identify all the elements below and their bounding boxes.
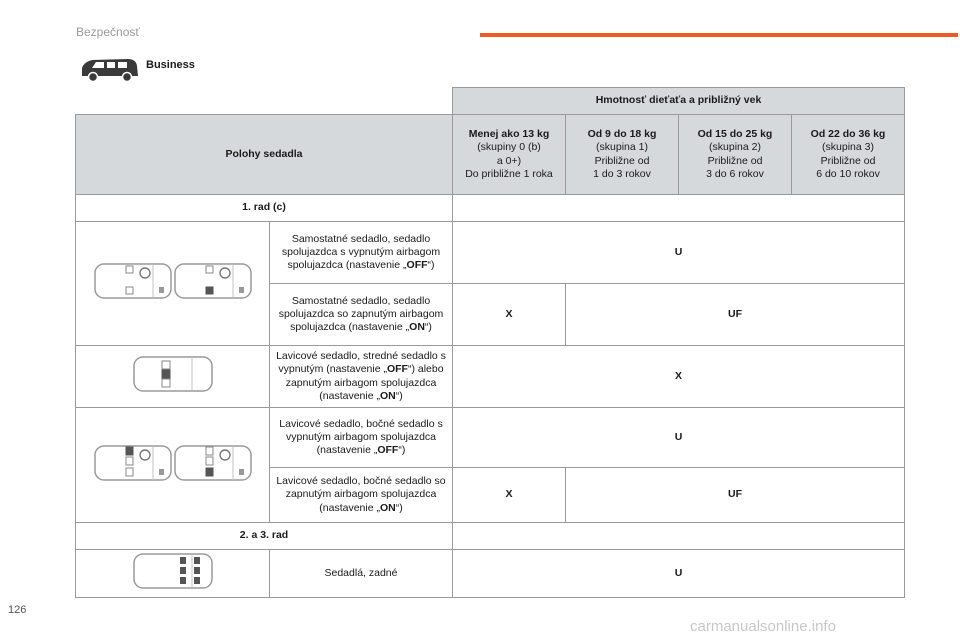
weight-line: Približne od — [707, 154, 763, 167]
empty-cell — [453, 195, 905, 222]
weight-title: Od 15 do 25 kg — [697, 128, 773, 141]
weight-line: (skupiny 0 (b) — [477, 141, 541, 154]
seat-description — [270, 468, 453, 523]
seat-position-header: Polohy sedadla — [76, 115, 453, 195]
weight-group-1 — [566, 115, 679, 195]
seat-description — [270, 408, 453, 468]
empty-cell — [453, 523, 905, 550]
weight-line: 3 do 6 rokov — [706, 167, 764, 180]
desc-setting: ON — [409, 321, 425, 334]
seat-description — [270, 222, 453, 284]
desc-text: “) — [395, 389, 403, 402]
weight-group-3 — [792, 115, 905, 195]
desc-text: Lavicové sedadlo, bočné sedadlo so zapnutým airbagom spolujazdca (nastavenie „ — [276, 475, 446, 514]
desc-text: “) — [427, 259, 435, 272]
desc-text: “) — [395, 501, 403, 514]
seat-description — [270, 284, 453, 346]
desc-text: “) — [424, 321, 432, 334]
weight-group-0 — [453, 115, 566, 195]
suitability-value: UF — [566, 468, 905, 523]
weight-group-2 — [679, 115, 792, 195]
weight-line: (skupina 2) — [709, 141, 761, 154]
desc-setting: OFF — [386, 363, 408, 376]
desc-setting: ON — [379, 501, 396, 514]
car-top-view-icon — [93, 442, 253, 484]
section-accent-bar — [480, 33, 958, 37]
weight-title: Menej ako 13 kg — [468, 128, 550, 141]
weight-line: (skupina 3) — [822, 141, 874, 154]
weight-title: Od 22 do 36 kg — [810, 128, 886, 141]
weight-line: Do približne 1 roka — [465, 167, 553, 180]
suitability-value: U — [453, 550, 905, 598]
weight-line: 1 do 3 rokov — [593, 167, 651, 180]
seat-diagram-cell — [76, 346, 270, 408]
seat-diagram-cell — [76, 408, 270, 523]
suitability-value: X — [453, 346, 905, 408]
weight-line: a 0+) — [496, 154, 522, 167]
seat-diagram-cell — [76, 222, 270, 346]
row-label-second-third-row: 2. a 3. rad — [76, 523, 453, 550]
suitability-value: U — [453, 408, 905, 468]
row-label-first-row: 1. rad (c) — [76, 195, 453, 222]
weight-line: (skupina 1) — [596, 141, 648, 154]
seat-diagram-cell — [76, 550, 270, 598]
vehicle-variant-label: Business — [146, 59, 195, 71]
van-icon — [78, 56, 140, 84]
table-corner — [76, 88, 453, 115]
car-top-view-icon — [93, 260, 253, 302]
suitability-value: X — [453, 284, 566, 346]
desc-setting: ON — [379, 389, 396, 402]
section-title: Bezpečnosť — [76, 25, 140, 39]
car-top-view-icon — [130, 353, 216, 395]
desc-text: “) — [398, 444, 406, 457]
suitability-value: X — [453, 468, 566, 523]
child-seat-table — [75, 87, 905, 598]
desc-setting: OFF — [377, 444, 399, 457]
desc-text: Lavicové sedadlo, stredné sedadlo s vypnutým (nastavenie „ — [276, 350, 446, 376]
car-top-view-icon — [130, 550, 216, 592]
desc-text: “) alebo zapnutým airbagom spolujazdca (nastavenie „ — [285, 363, 444, 402]
desc-setting: OFF — [406, 259, 428, 272]
suitability-value: UF — [566, 284, 905, 346]
desc-text: Samostatné sedadlo, sedadlo spolujazdca s vypnutým airbagom spolujazdca (nastavenie „ — [281, 232, 441, 272]
weight-age-header: Hmotnosť dieťaťa a približný vek — [453, 88, 905, 115]
watermark: carmanualsonline.info — [690, 618, 836, 635]
seat-description — [270, 346, 453, 408]
seat-description: Sedadlá, zadné — [270, 550, 453, 598]
weight-title: Od 9 do 18 kg — [587, 128, 657, 141]
desc-text: Samostatné sedadlo, sedadlo spolujazdca so zapnutým airbagom spolujazdca (nastavenie „ — [278, 294, 444, 334]
suitability-value: U — [453, 222, 905, 284]
weight-line: Približne od — [594, 154, 650, 167]
desc-text: Lavicové sedadlo, bočné sedadlo s vypnutým airbagom spolujazdca (nastavenie „ — [279, 417, 443, 457]
weight-line: 6 do 10 rokov — [816, 167, 880, 180]
weight-line: Približne od — [820, 154, 876, 167]
page-number: 126 — [8, 604, 27, 616]
